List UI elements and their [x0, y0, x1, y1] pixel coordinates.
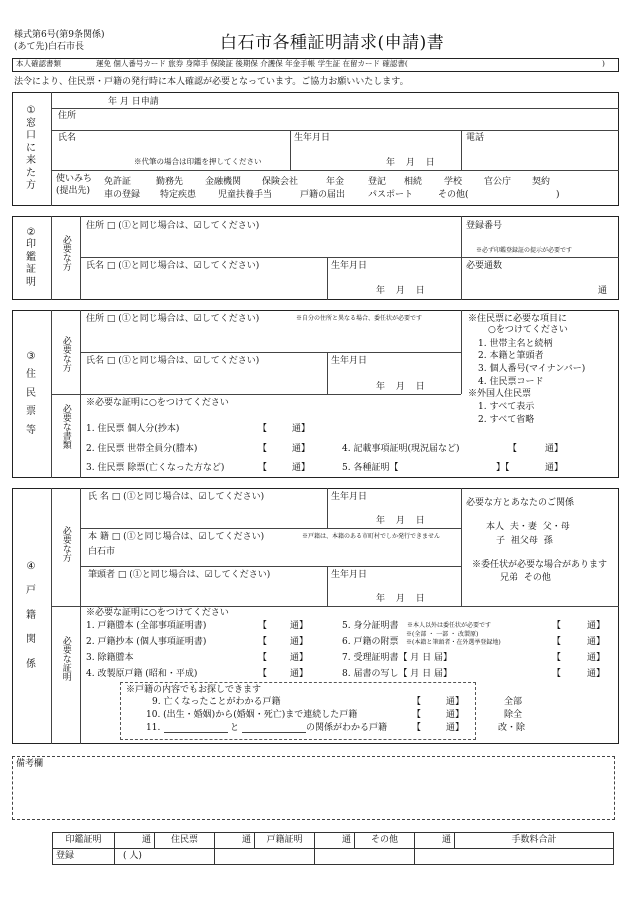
s4-item-5[interactable]: 5. 身分証明書: [342, 621, 399, 631]
s3-opt-4[interactable]: 4. 住民票コード: [478, 377, 544, 387]
use-5[interactable]: 年金: [326, 177, 345, 187]
section-4-label: ④ 戸 籍 関 係: [12, 488, 52, 744]
s3-item-5[interactable]: 5. 各種証明【: [342, 463, 399, 473]
use-7[interactable]: 相続: [404, 177, 423, 187]
section-3-label: ③ 住 民 票 等: [12, 310, 52, 478]
s1-address-label[interactable]: 住所: [58, 111, 77, 121]
s3-item-4-count[interactable]: 通】: [545, 444, 564, 454]
s4-name[interactable]: 氏 名 □ (①と同じ場合は、☑してください): [88, 492, 265, 502]
s4-birth-ymd: 年 月 日: [376, 516, 425, 526]
s4-item-7-count[interactable]: 通】: [587, 653, 606, 663]
use-4[interactable]: 保険会社: [262, 177, 299, 187]
s4-item-7[interactable]: 7. 受理証明書【 月 日 届】: [342, 653, 453, 663]
s4-item-8[interactable]: 8. 届書の写し【 月 日 届】: [342, 669, 453, 679]
s2-count-unit: 通: [598, 286, 608, 296]
s4-item-6-note2: ※(本籍と筆頭者・在外選挙登録地): [406, 639, 501, 646]
s4-honseki-note: ※戸籍は、本籍のある市町村でしか発行できません: [302, 533, 441, 540]
use-3[interactable]: 金融機関: [205, 177, 242, 187]
s4-item-2[interactable]: 2. 戸籍抄本 (個人事項証明書): [86, 637, 207, 647]
s3-birth-ymd: 年 月 日: [376, 382, 425, 392]
register-label: 登録: [53, 849, 115, 865]
fee-juminhyo: 住民票: [155, 833, 215, 849]
s3-right-title: ※住民票に必要な項目に: [468, 314, 568, 324]
s3-need-label: 必要な方: [60, 336, 71, 372]
s2-birth-ymd: 年 月 日: [376, 286, 425, 296]
use-10[interactable]: 契約: [532, 177, 551, 187]
s3-opt-3[interactable]: 3. 個人番号(マイナンバー): [478, 364, 586, 374]
s2-count-label[interactable]: 必要通数: [466, 261, 503, 271]
register-count[interactable]: ( 人): [115, 849, 215, 865]
s4-need-label: 必要な方: [60, 526, 71, 562]
s4-hittou-ymd: 年 月 日: [376, 594, 425, 604]
section-1-label: ① 窓 口 に 来 た 方: [12, 92, 52, 206]
s4-hittou-birth[interactable]: 生年月日: [331, 570, 368, 580]
form-number: 様式第6号(第9条関係): [14, 30, 105, 40]
section-1: [12, 92, 619, 206]
s4-item-11-count[interactable]: 通】: [446, 723, 465, 733]
s4-hittou[interactable]: 筆頭者 □ (①と同じ場合は、☑してください): [88, 570, 271, 580]
s1-name-label[interactable]: 氏名: [58, 133, 77, 143]
s4-item-2-count[interactable]: 通】: [290, 637, 309, 647]
fee-koseki: 戸籍証明: [255, 833, 315, 849]
s3-foreign-2[interactable]: 2. すべて省略: [478, 415, 535, 425]
notes-label: 備考欄: [16, 759, 44, 769]
s4-relation-note: ※委任状が必要な場合があります: [472, 560, 608, 570]
page-title: 白石市各種証明請求(申請)書: [220, 33, 445, 53]
s4-opt-jozen[interactable]: 除全: [504, 710, 523, 720]
search-note: ※戸籍の内容でもお探しできます: [126, 685, 262, 695]
s3-item-1[interactable]: 1. 住民票 個人分(抄本): [86, 424, 180, 434]
fee-juminhyo-count[interactable]: 通: [215, 833, 255, 849]
s3-item-2-count[interactable]: 通】: [292, 444, 311, 454]
id-docs-close: ): [602, 59, 605, 68]
s4-circle-note: ※必要な証明に○をつけてください: [86, 608, 229, 618]
s3-docs-label: 必要な書類: [60, 404, 71, 449]
use-9[interactable]: 官公庁: [484, 177, 512, 187]
s2-birth-label[interactable]: 生年月日: [331, 261, 368, 271]
fee-total: 手数料合計: [455, 833, 614, 849]
s4-item-5-count[interactable]: 通】: [587, 621, 606, 631]
s2-need-label: 必要な方: [60, 235, 71, 271]
s1-birth-label[interactable]: 生年月日: [294, 133, 331, 143]
s4-birth-label[interactable]: 生年月日: [331, 492, 368, 502]
use-15[interactable]: パスポート: [368, 190, 414, 200]
s1-birth-ymd: 年 月 日: [386, 158, 435, 168]
s4-item-10[interactable]: 10. (出生・婚姻)から(婚姻・死亡)まで連続した戸籍: [146, 710, 358, 720]
s1-tel-label[interactable]: 電話: [466, 133, 485, 143]
s3-item-4[interactable]: 4. 記載事項証明(現況届など): [342, 444, 460, 454]
s3-item-3[interactable]: 3. 住民票 除票(亡くなった方など): [86, 463, 225, 473]
s4-item-6-count[interactable]: 通】: [587, 637, 606, 647]
id-docs-label: 本人確認書類: [16, 59, 61, 68]
s4-city: 白石市: [88, 547, 116, 557]
section-2-label: ② 印 鑑 証 明: [12, 216, 52, 300]
use-16-close: ): [556, 190, 560, 200]
s2-name[interactable]: 氏名 □ (①と同じ場合は、☑してください): [86, 261, 260, 271]
s3-circle-note: ※必要な証明に○をつけてください: [86, 398, 229, 408]
s4-item-9-count[interactable]: 通】: [446, 697, 465, 707]
s3-item-3-count[interactable]: 通】: [292, 463, 311, 473]
s4-item-6-note1: ※(全部 ・ 一部 ・ 改製原): [406, 631, 479, 638]
s4-honseki[interactable]: 本 籍 □ (①と同じ場合は、☑してください): [88, 532, 265, 542]
s4-item-9[interactable]: 9. 亡くなったことがわかる戸籍: [152, 697, 281, 707]
s4-item-10-count[interactable]: 通】: [446, 710, 465, 720]
request-date[interactable]: 年 月 日申請: [108, 97, 159, 107]
notice: 法令により、住民票・戸籍の発行時に本人確認が必要となっています。ご協力お願いいたします。: [14, 77, 409, 87]
purpose-label-a: 使いみち: [56, 174, 93, 184]
use-1[interactable]: 免許証: [104, 177, 132, 187]
fee-koseki-count[interactable]: 通: [315, 833, 355, 849]
s4-item-3-count[interactable]: 通】: [290, 653, 309, 663]
s3-foreign-1[interactable]: 1. すべて表示: [478, 402, 535, 412]
s4-opt-all[interactable]: 全部: [504, 697, 523, 707]
use-14[interactable]: 戸籍の届出: [300, 190, 346, 200]
s4-proof-label: 必要な証明: [60, 636, 71, 681]
fee-seal: 印鑑証明: [53, 833, 115, 849]
use-13[interactable]: 児童扶養手当: [218, 190, 273, 200]
s4-item-8-count[interactable]: 通】: [587, 669, 606, 679]
s3-address[interactable]: 住所 □ (①と同じ場合は、☑してください): [86, 314, 260, 324]
s4-item-3[interactable]: 3. 除籍謄本: [86, 653, 134, 663]
s2-reg-label[interactable]: 登録番号: [466, 221, 503, 231]
fee-other: その他: [355, 833, 415, 849]
s4-item-5-note: ※本人以外は委任状が必要です: [407, 622, 492, 629]
s3-foreign: ※外国人住民票: [468, 389, 532, 399]
s3-name[interactable]: 氏名 □ (①と同じ場合は、☑してください): [86, 356, 260, 366]
s4-item-4-count[interactable]: 通】: [290, 669, 309, 679]
s3-birth-label[interactable]: 生年月日: [331, 356, 368, 366]
seal-note: ※代筆の場合は印鑑を押してください: [134, 157, 262, 166]
s4-relation-2[interactable]: 子 祖父母 孫: [496, 536, 553, 546]
use-16[interactable]: その他(: [438, 190, 469, 200]
s4-opt-kaijo[interactable]: 改・除: [498, 723, 526, 733]
s3-opt-1[interactable]: 1. 世帯主名と続柄: [478, 339, 553, 349]
s3-opt-2[interactable]: 2. 本籍と筆頭者: [478, 351, 544, 361]
use-8[interactable]: 学校: [444, 177, 463, 187]
use-11[interactable]: 車の登録: [104, 190, 141, 200]
s4-item-1-count[interactable]: 通】: [290, 621, 309, 631]
s2-reg-note: ※必ず印鑑登録証の提示が必要です: [476, 247, 573, 254]
s3-item-5-count[interactable]: 通】: [545, 463, 564, 473]
use-12[interactable]: 特定疾患: [160, 190, 197, 200]
fee-table: [52, 832, 614, 865]
s2-address[interactable]: 住所 □ (①と同じ場合は、☑してください): [86, 221, 260, 231]
s3-item-1-count[interactable]: 通】: [292, 424, 311, 434]
id-docs-items: 運免 個人番号カード 旅券 身障手 保険証 後期保 介護保 年金手帳 学生証 在留カード 確認書(: [96, 59, 408, 68]
s4-item-4[interactable]: 4. 改製原戸籍 (昭和・平成): [86, 669, 198, 679]
s4-item-1[interactable]: 1. 戸籍謄本 (全部事項証明書): [86, 621, 207, 631]
use-6[interactable]: 登記: [368, 177, 387, 187]
use-2[interactable]: 勤務先: [156, 177, 184, 187]
s4-relation-title: 必要な方とあなたのご関係: [466, 498, 575, 508]
fee-seal-count[interactable]: 通: [115, 833, 155, 849]
s3-right-title2: ○をつけてください: [488, 325, 568, 335]
s4-item-6[interactable]: 6. 戸籍の附票: [342, 637, 399, 647]
fee-other-count[interactable]: 通: [415, 833, 455, 849]
addressee: (あて先)白石市長: [14, 42, 85, 52]
s4-item-11[interactable]: 11.: [146, 723, 161, 733]
s3-item-2[interactable]: 2. 住民票 世帯全員分(謄本): [86, 444, 198, 454]
s4-relation-1[interactable]: 本人 夫・妻 父・母: [486, 522, 570, 532]
purpose-label-b: (提出先): [56, 186, 91, 196]
s4-relation-3[interactable]: 兄弟 その他: [500, 573, 551, 583]
s3-address-note: ※自分の住所と異なる場合、委任状が必要です: [296, 315, 423, 322]
notes-box[interactable]: [12, 756, 615, 820]
